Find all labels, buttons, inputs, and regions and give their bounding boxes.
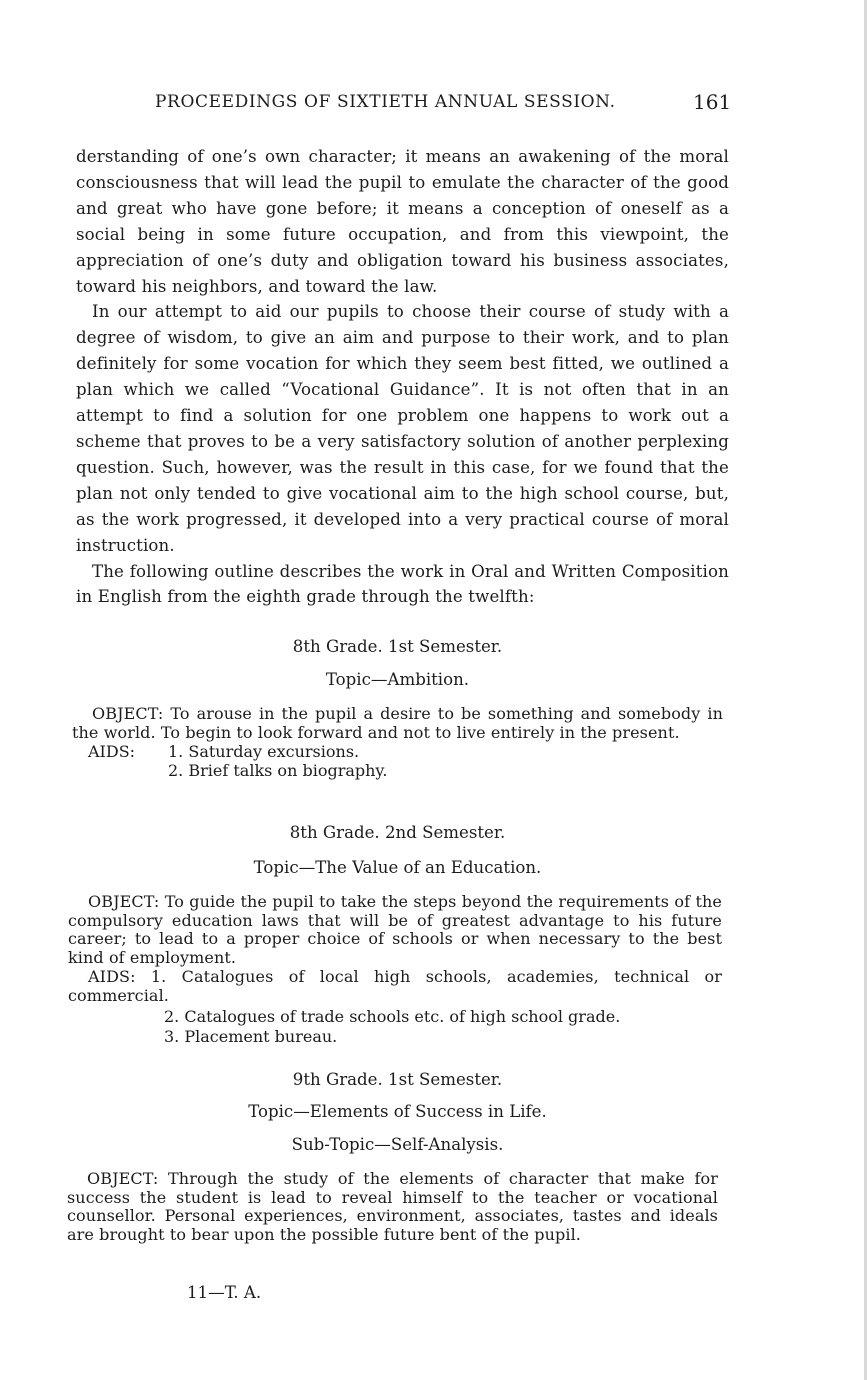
paragraph-continuation: derstanding of one’s own character; it means an awakening of the moral consciousness that will lead the pupil to emulate the character of the good and great who have gone before; it means a conception of oneself as a social being in some future occupation, and from this viewpoint, the appreciation of one’s duty and obligation toward his business associates, toward his neighbors, and toward the law. — [76, 147, 729, 296]
aids-item: 2. Catalogues of trade schools etc. of high school grade. — [164, 1007, 621, 1027]
aids-item: 1. Catalogues of local high schools, academies, technical or commercial. — [68, 966, 723, 1005]
object-block — [67, 1170, 718, 1245]
aids-row — [68, 1027, 722, 1046]
signature-mark: 11—T. A. — [187, 1283, 262, 1302]
page-header — [0, 90, 867, 120]
aids-row — [68, 1007, 722, 1026]
paragraph-outline-intro: The following outline describes the work in Oral and Written Composition in English from the eighth grade through the twelfth: — [76, 561, 729, 607]
object-text: OBJECT: To arouse in the pupil a desire to be something and somebody in the world. To begin to look forward and not to live entirely in the present. — [72, 704, 723, 742]
grade-heading: 9th Grade. 1st Semester. — [292, 1070, 503, 1089]
grade-heading: 8th Grade. 2nd Semester. — [289, 823, 506, 842]
object-block — [68, 893, 722, 1046]
page-number: 161 — [693, 90, 732, 114]
aids-row — [72, 742, 723, 761]
aids-label: AIDS: — [88, 742, 136, 762]
body-text — [76, 144, 729, 610]
aids-first — [68, 968, 722, 1005]
object-block — [72, 705, 723, 780]
aids-item: 1. Saturday excursions. — [168, 742, 360, 762]
subtopic-heading: Sub-Topic—Self-Analysis. — [291, 1135, 504, 1154]
object-text: OBJECT: To guide the pupil to take the steps beyond the requirements of the compulsory education laws that will be of greatest advantage to his future career; to lead to a proper choice of schools or when necessary to the best kind of employment. — [68, 892, 722, 968]
topic-heading: Topic—Elements of Success in Life. — [248, 1102, 547, 1121]
object-text: OBJECT: Through the study of the elements of character that make for success the student is lead to reveal himself to the teacher or vocational counsellor. Personal experiences, environment, associates, tastes and ideals are brought to bear upon the possible future bent of the pupil. — [67, 1169, 718, 1245]
topic-heading: Topic—The Value of an Education. — [253, 858, 542, 877]
paragraph-vocational-guidance: In our attempt to aid our pupils to choose their course of study with a degree of wisdom, to give an aim and purpose to their work, and to plan definitely for some vocation for which they seem best fitted, we outlined a plan which we called “Vocational Guidance”. It is not often that in an attempt to find a solution for one problem one happens to work out a scheme that proves to be a very satisfactory solution of another perplexing question. Such, however, was the result in this case, for we found that the plan not only tended to give vocational aim to the high school course, but, as the work progressed, it developed into a very practical course of moral instruction. — [76, 302, 729, 555]
aids-item: 2. Brief talks on biography. — [168, 761, 388, 781]
aids-item: 3. Placement bureau. — [164, 1027, 338, 1047]
aids-label: AIDS: — [88, 966, 136, 986]
aids-row — [72, 761, 723, 780]
running-head: PROCEEDINGS OF SIXTIETH ANNUAL SESSION. — [155, 92, 616, 112]
grade-heading: 8th Grade. 1st Semester. — [292, 637, 503, 656]
topic-heading: Topic—Ambition. — [325, 670, 470, 689]
